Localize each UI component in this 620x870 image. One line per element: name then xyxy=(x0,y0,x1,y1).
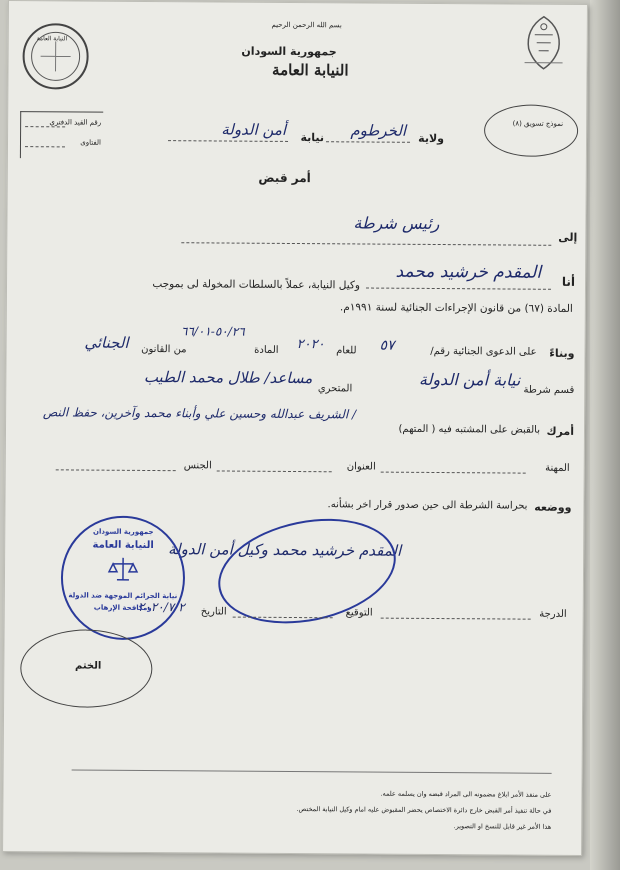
case-text-d: من القانون xyxy=(141,343,187,356)
rank-label: الدرجة xyxy=(539,608,567,620)
to-label: إلى xyxy=(558,230,578,244)
case-text-b: للعام xyxy=(336,345,357,357)
profession-label: المهنة xyxy=(545,462,570,474)
reference-box xyxy=(20,111,103,159)
signature-label: التوقيع xyxy=(345,607,373,619)
case-lead: وبناءً xyxy=(549,346,575,360)
police-value: نيابة أمن الدولة xyxy=(418,369,521,390)
case-year: ٢٠٢٠ xyxy=(296,337,325,353)
footer-note-2: في حالة تنفيذ أمر القبض خارج دائرة الاختصاص يحضر المقبوض عليه امام وكيل النيابة المختص. xyxy=(296,805,552,815)
stamp-bottom-text-2: ومكافحة الإرهاب xyxy=(93,603,152,613)
reference-date-label: رقم القيد الدفتري xyxy=(49,118,102,127)
signer-handwriting: المقدم خرشيد محمد وكيل أمن الدولة xyxy=(167,540,402,560)
accused-names: / الشريف عبدالله وحسين علي وأبناء محمد وآخرين، حفظ النص xyxy=(42,405,357,422)
form-number-oval xyxy=(484,104,578,157)
seal-oval-label: الختم xyxy=(74,660,102,672)
to-value: رئيس شرطة xyxy=(353,213,440,234)
country-name: جمهورية السودان xyxy=(241,44,337,59)
custody-lead: ووضعه xyxy=(534,500,572,514)
case-text-a: على الدعوى الجنائية رقم/ xyxy=(430,345,537,358)
state-value: الخرطوم xyxy=(350,121,407,140)
document-page xyxy=(2,0,588,856)
investigator-label: المتحري xyxy=(317,383,353,395)
gender-label: الجنس xyxy=(183,460,212,472)
investigator-value: مساعد/ طلال محمد الطيب xyxy=(143,367,313,388)
date-label: التاريخ xyxy=(200,606,227,618)
reference-label: الفتاوى xyxy=(80,138,102,147)
case-article: ٥٠/٢٦-٦٦/٠١ xyxy=(180,324,245,339)
case-law: الجنائي xyxy=(84,333,129,352)
order-text: بالقبض على المشتبه فيه ( المتهم) xyxy=(398,423,541,436)
footer-note-1: على منفذ الأمر ابلاغ مضمونه الى المراد قبضه وان يسلمه علمه. xyxy=(380,789,552,799)
document-title: أمر قبض xyxy=(258,170,311,186)
intro-text-2: المادة (٦٧) من قانون الإجراءات الجنائية لسنة ١٩٩١م. xyxy=(339,301,573,315)
basmala: بسم الله الرحمن الرحيم xyxy=(271,20,342,30)
address-label: العنوان xyxy=(346,461,376,473)
seal-oval xyxy=(20,629,153,708)
agency-name: النيابة العامة xyxy=(272,60,349,80)
order-lead: أمرك xyxy=(546,424,575,438)
name-label: أنا xyxy=(561,274,576,289)
intro-text-1: وكيل النيابة، عملاً بالسلطات المخولة لى بموجب xyxy=(152,278,361,292)
background-edge xyxy=(590,0,620,870)
case-text-c: المادة xyxy=(254,344,279,356)
date-value: ٢٠٢٠/٧/٢ xyxy=(137,599,185,615)
prosecution-label: نيابة xyxy=(300,131,325,145)
police-label: قسم شرطة xyxy=(523,384,575,396)
case-number: ٥٧ xyxy=(379,337,395,354)
prosecution-value: أمن الدولة xyxy=(221,120,287,139)
footer-divider xyxy=(72,769,552,773)
stamp-middle-text: النيابة العامة xyxy=(92,539,154,552)
name-value: المقدم خرشيد محمد xyxy=(395,261,542,283)
stamp-bottom-text-1: نيابة الجرائم الموجهة ضد الدولة xyxy=(68,591,178,601)
sudan-emblem-icon xyxy=(513,11,575,73)
scales-icon xyxy=(107,556,139,584)
stamp-top-text: جمهورية السودان xyxy=(92,527,154,537)
official-stamp xyxy=(61,515,186,640)
seal-text: النيابة العامة xyxy=(36,35,68,43)
state-label: ولاية xyxy=(418,131,445,146)
form-number-label: نموذج تسويق (٨) xyxy=(512,119,564,128)
footer-note-3: هذا الأمر غير قابل للنسخ او التصوير. xyxy=(453,822,552,831)
agency-seal-icon xyxy=(20,21,90,91)
custody-text: بحراسة الشرطة الى حين صدور قرار اخر بشأنه. xyxy=(327,499,528,512)
